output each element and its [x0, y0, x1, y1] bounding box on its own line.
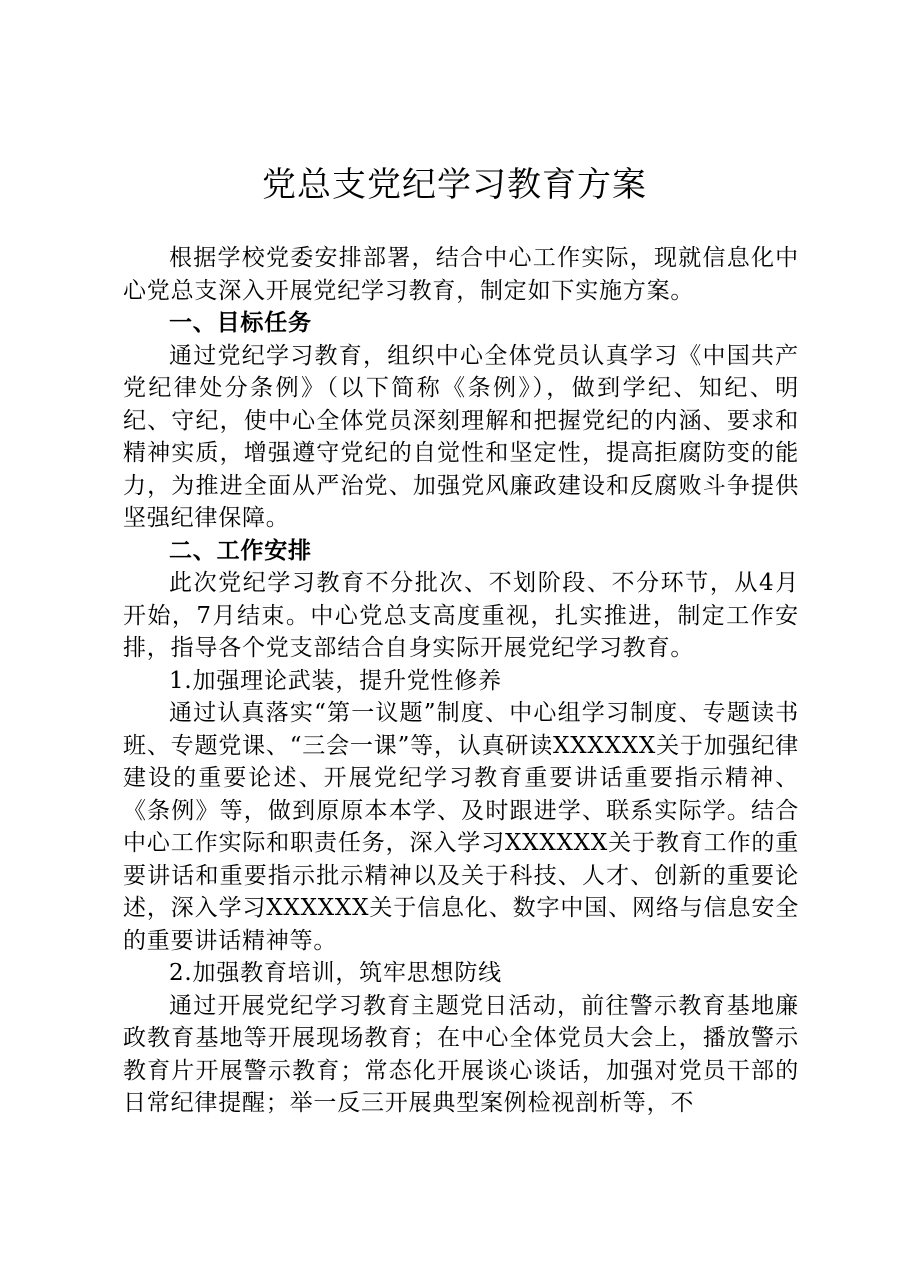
document-body: [123, 242, 799, 1120]
subheading-theory: 1.加强理论武装，提升党性修养: [169, 667, 502, 694]
paragraph-goals: 通过党纪学习教育，组织中心全体党员认真学习《中国共产党纪律处分条例》（以下简称《条例》），做到学纪、知纪、明纪、守纪，使中心全体党员深刻理解和把握党纪的内涵、要求和精神实质，增强遵守党纪的自觉性和坚定性，提高拒腐防变的能力，为推进全面从严治党、加强党风廉政建设和反腐败斗争提供坚强纪律保障。: [123, 342, 799, 531]
document-title: 党总支党纪学习教育方案: [262, 165, 647, 205]
paragraph-arrangements: 此次党纪学习教育不分批次、不划阶段、不分环节，从4月开始，7月结束。中心党总支高度重视，扎实推进，制定工作安排，指导各个党支部结合自身实际开展党纪学习教育。: [123, 570, 799, 661]
paragraph-intro: 根据学校党委安排部署，结合中心工作实际，现就信息化中心党总支深入开展党纪学习教育，制定如下实施方案。: [123, 245, 799, 304]
section-heading-arrangements: 二、工作安排: [169, 537, 312, 564]
subheading-training: 2.加强教育培训，筑牢思想防线: [169, 960, 502, 986]
paragraph-theory: 通过认真落实“第一议题”制度、中心组学习制度、专题读书班、专题党课、“三会一课”等，认真研读XXXXXX关于加强纪律建设的重要论述、开展党纪学习教育重要讲话重要指示精神、《条例》等，做到原原本本学、及时跟进学、联系实际学。结合中心工作实际和职责任务，深入学习XXXXXX关于教育工作的重要讲话和重要指示批示精神以及关于科技、人才、创新的重要论述，深入学习XXXXXX关于信息化、数字中国、网络与信息安全的重要讲话精神等。: [123, 700, 799, 954]
paragraph-training: 通过开展党纪学习教育主题党日活动，前往警示教育基地廉政教育基地等开展现场教育；在中心全体党员大会上，播放警示教育片开展警示教育；常态化开展谈心谈话，加强对党员干部的日常纪律提醒；举一反三开展典型案例检视剖析等，不: [123, 992, 799, 1116]
section-heading-goals: 一、目标任务: [169, 310, 312, 336]
